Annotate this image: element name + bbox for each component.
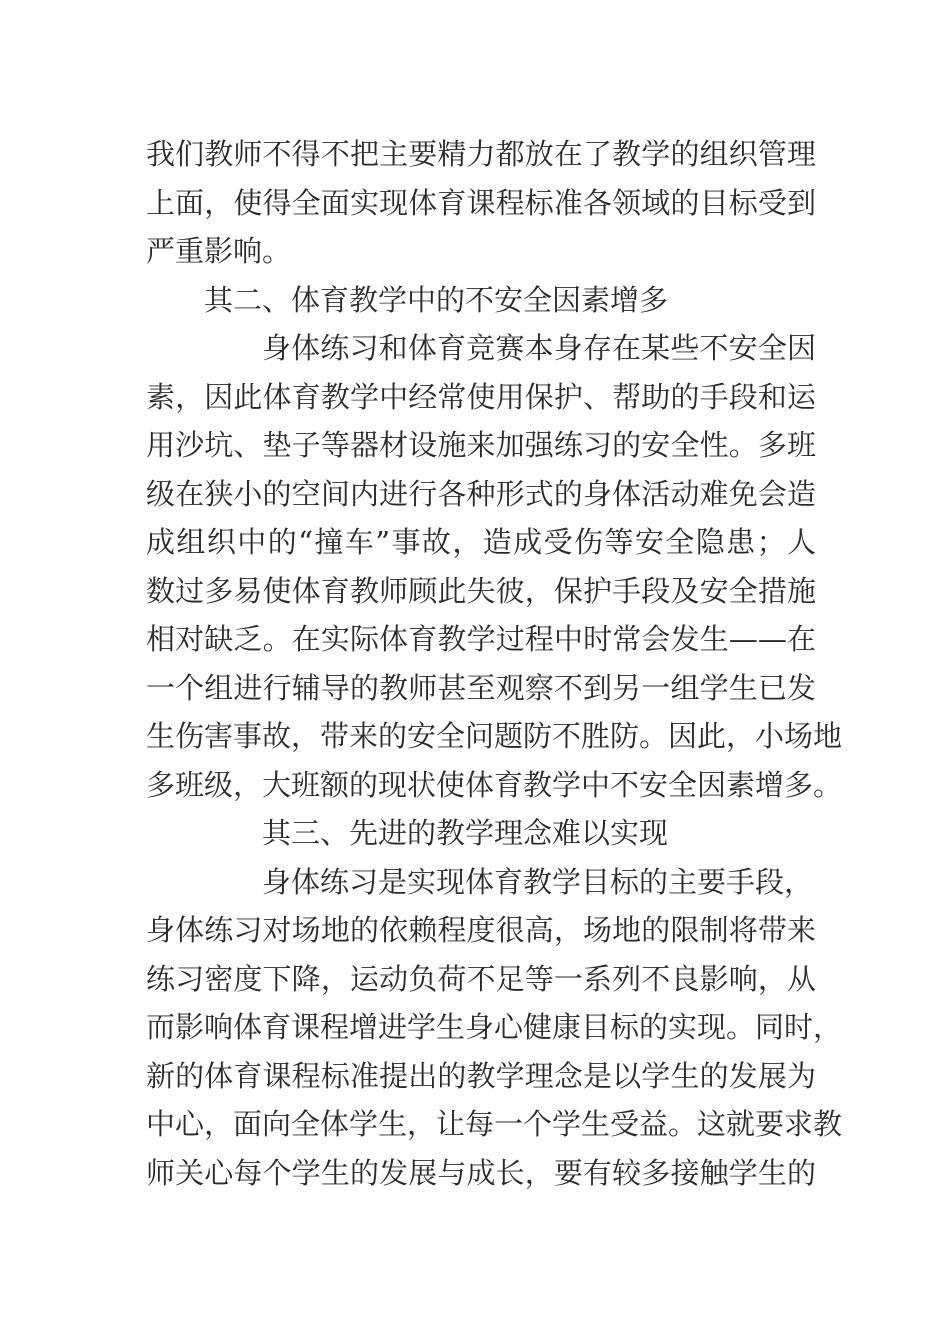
- text-line: 而影响体育课程增进学生身心健康目标的实现。同时，: [146, 1010, 843, 1044]
- text-line: 练习密度下降，运动负荷不足等一系列不良影响，从: [146, 961, 816, 996]
- text-line: 多班级，大班额的现状使体育教学中不安全因素增多。: [146, 767, 843, 802]
- text-line: 身体练习和体育竞赛本身存在某些不安全因: [262, 331, 816, 365]
- text-line: 中心，面向全体学生，让每一个学生受益。这就要求教: [146, 1107, 843, 1141]
- text-line: 上面，使得全面实现体育课程标准各领域的目标受到: [146, 185, 816, 220]
- section-heading: 其二、体育教学中的不安全因素增多: [204, 282, 669, 317]
- body-text: [146, 130, 843, 1197]
- text-line: 身体练习对场地的依赖程度很高，场地的限制将带来: [146, 913, 816, 947]
- text-line: 素，因此体育教学中经常使用保护、帮助的手段和运: [146, 379, 816, 414]
- text-line: 一个组进行辅导的教师甚至观察不到另一组学生已发: [146, 670, 816, 705]
- text-line: 师关心每个学生的发展与成长，要有较多接触学生的: [146, 1155, 816, 1190]
- text-line: 数过多易使体育教师顾此失彼，保护手段及安全措施: [146, 573, 816, 608]
- text-line: 生伤害事故，带来的安全问题防不胜防。因此，小场地: [146, 719, 843, 753]
- text-line: 成组织中的“撞车”事故，造成受伤等安全隐患；人: [146, 525, 816, 559]
- text-line: 我们教师不得不把主要精力都放在了教学的组织管理: [146, 137, 816, 171]
- section-heading: 其三、先进的教学理念难以实现: [262, 816, 669, 850]
- text-line: 相对缺乏。在实际体育教学过程中时常会发生——在: [146, 622, 816, 656]
- text-line: 严重影响。: [146, 234, 292, 268]
- text-line: 用沙坑、垫子等器材设施来加强练习的安全性。多班: [146, 428, 816, 462]
- text-line: 身体练习是实现体育教学目标的主要手段，: [262, 864, 814, 899]
- text-line: 新的体育课程标准提出的教学理念是以学生的发展为: [146, 1058, 816, 1093]
- text-line: 级在狭小的空间内进行各种形式的身体活动难免会造: [146, 476, 816, 511]
